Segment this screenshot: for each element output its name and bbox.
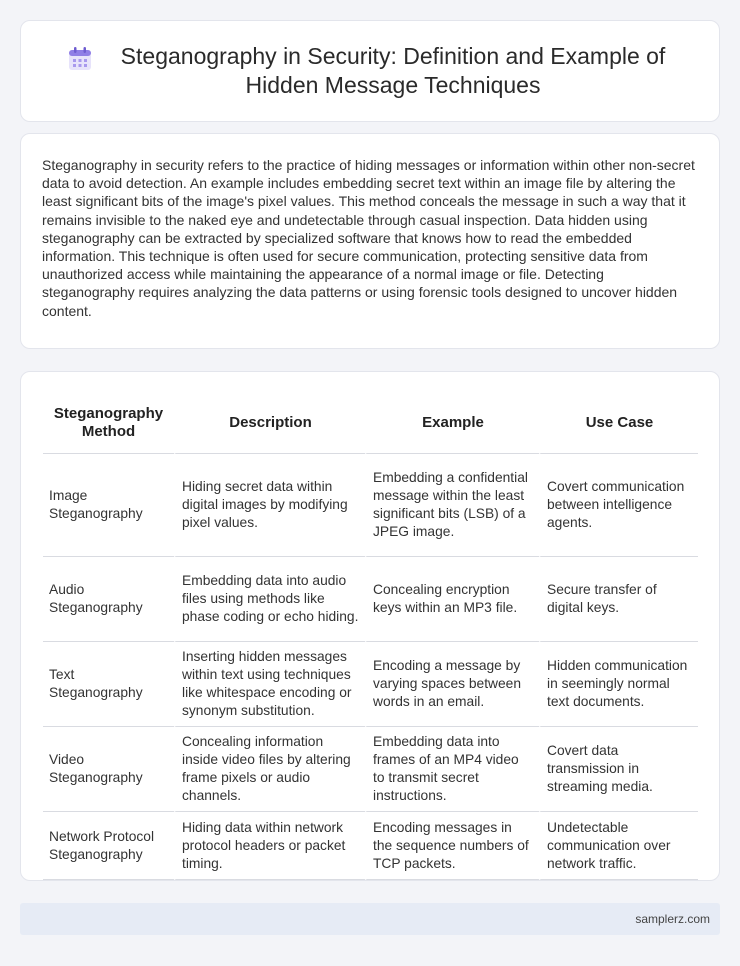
table-header-row	[43, 393, 698, 454]
cell-example: Embedding a confidential message within the least significant bits (LSB) of a JPEG image.	[365, 454, 539, 557]
cell-description: Inserting hidden messages within text using techniques like whitespace encoding or synonym substitution.	[174, 642, 365, 727]
table-card	[20, 371, 720, 881]
cell-method: Audio Steganography	[43, 557, 174, 642]
header-example: Example	[365, 393, 539, 454]
cell-use-case: Covert data transmission in streaming media.	[539, 727, 698, 812]
cell-method: Text Steganography	[43, 642, 174, 727]
cell-description: Concealing information inside video files by altering frame pixels or audio channels.	[174, 727, 365, 812]
cell-example: Encoding a message by varying spaces between words in an email.	[365, 642, 539, 727]
intro-card	[20, 133, 720, 349]
table-row	[43, 727, 698, 812]
footer-site-link[interactable]: samplerz.com	[635, 912, 710, 926]
cell-description: Hiding data within network protocol headers or packet timing.	[174, 812, 365, 880]
cell-example: Concealing encryption keys within an MP3 file.	[365, 557, 539, 642]
cell-use-case: Undetectable communication over network traffic.	[539, 812, 698, 880]
cell-use-case: Secure transfer of digital keys.	[539, 557, 698, 642]
header-description: Description	[174, 393, 365, 454]
header-card	[20, 20, 720, 122]
table-row	[43, 812, 698, 880]
calendar-icon	[67, 46, 93, 72]
cell-method: Video Steganography	[43, 727, 174, 812]
cell-use-case: Covert communication between intelligence agents.	[539, 454, 698, 557]
cell-description: Embedding data into audio files using methods like phase coding or echo hiding.	[174, 557, 365, 642]
methods-table	[43, 393, 698, 880]
table-row	[43, 557, 698, 642]
cell-method: Network Protocol Steganography	[43, 812, 174, 880]
cell-use-case: Hidden communication in seemingly normal text documents.	[539, 642, 698, 727]
table-row	[43, 454, 698, 557]
cell-example: Embedding data into frames of an MP4 video to transmit secret instructions.	[365, 727, 539, 812]
cell-example: Encoding messages in the sequence numbers of TCP packets.	[365, 812, 539, 880]
header-method: Steganography Method	[43, 393, 174, 454]
table-row	[43, 642, 698, 727]
header-use-case: Use Case	[539, 393, 698, 454]
intro-text: Steganography in security refers to the practice of hiding messages or information within other non-secret data to avoid detection. An example includes embedding secret text within an image file by altering the least significant bits of the image's pixel values. This method conceals the message in such a way that it remains invisible to the naked eye and undetectable through casual inspection. Data hidden using steganography can be extracted by specialized software that knows how to read the embedded information. This technique is often used for secure communication, protecting sensitive data from unauthorized access while maintaining the appearance of a normal image or file. Detecting steganography requires analyzing the data patterns or using forensic tools designed to uncover hidden content.	[42, 157, 695, 319]
cell-description: Hiding secret data within digital images by modifying pixel values.	[174, 454, 365, 557]
page-title: Steganography in Security: Definition and Example of Hidden Message Techniques	[120, 43, 666, 98]
footer	[20, 903, 720, 935]
cell-method: Image Steganography	[43, 454, 174, 557]
